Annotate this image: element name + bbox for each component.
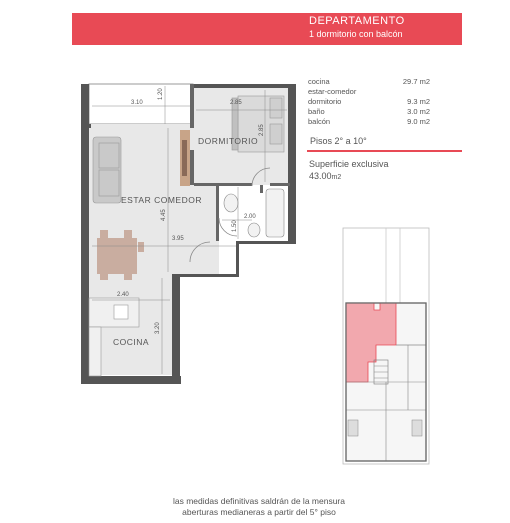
footer-line-1: las medidas definitivas saldrán de la mensura bbox=[173, 496, 345, 506]
area-row-bano: baño 3.0 m2 bbox=[308, 107, 430, 116]
footer-line-2: aberturas medianeras a partir del 5° piso bbox=[182, 507, 336, 517]
dim-kitchen-depth: 3.20 bbox=[155, 322, 161, 334]
header-subtitle: 1 dormitorio con balcón bbox=[309, 29, 403, 39]
superficie-value: 43.00m2 bbox=[309, 171, 342, 181]
dim-balcony-width: 3.10 bbox=[131, 100, 143, 106]
area-row-cocina: cocina 29.7 m2 bbox=[308, 77, 430, 86]
dim-bedroom-width: 2.85 bbox=[230, 100, 242, 106]
room-label-dormitorio: DORMITORIO bbox=[198, 136, 259, 146]
header-title: DEPARTAMENTO bbox=[309, 15, 405, 27]
dim-balcony-depth: 1.20 bbox=[158, 88, 164, 100]
dim-bath-width: 2.00 bbox=[244, 214, 256, 220]
dim-kitchen-width: 2.40 bbox=[117, 292, 129, 298]
room-label-cocina: COCINA bbox=[113, 337, 150, 347]
area-row-balcon: balcón 9.0 m2 bbox=[308, 117, 430, 126]
dim-living-width: 3.95 bbox=[172, 236, 184, 242]
tv-unit bbox=[180, 130, 190, 186]
room-label-estar-comedor: ESTAR COMEDOR bbox=[121, 195, 202, 205]
sofa bbox=[93, 137, 121, 203]
building-key-plan bbox=[343, 228, 429, 464]
area-row-estar-comedor: estar-comedor bbox=[308, 87, 357, 96]
footer-note bbox=[130, 496, 388, 518]
superficie-label: Superficie exclusiva bbox=[309, 159, 389, 169]
dim-living-depth: 4.45 bbox=[161, 209, 167, 221]
dim-bath-depth: 1.50 bbox=[232, 220, 238, 232]
dim-bedroom-depth: 2.85 bbox=[259, 124, 265, 136]
floors-label: Pisos 2° a 10° bbox=[310, 136, 367, 146]
area-row-dormitorio: dormitorio 9.3 m2 bbox=[308, 97, 430, 106]
